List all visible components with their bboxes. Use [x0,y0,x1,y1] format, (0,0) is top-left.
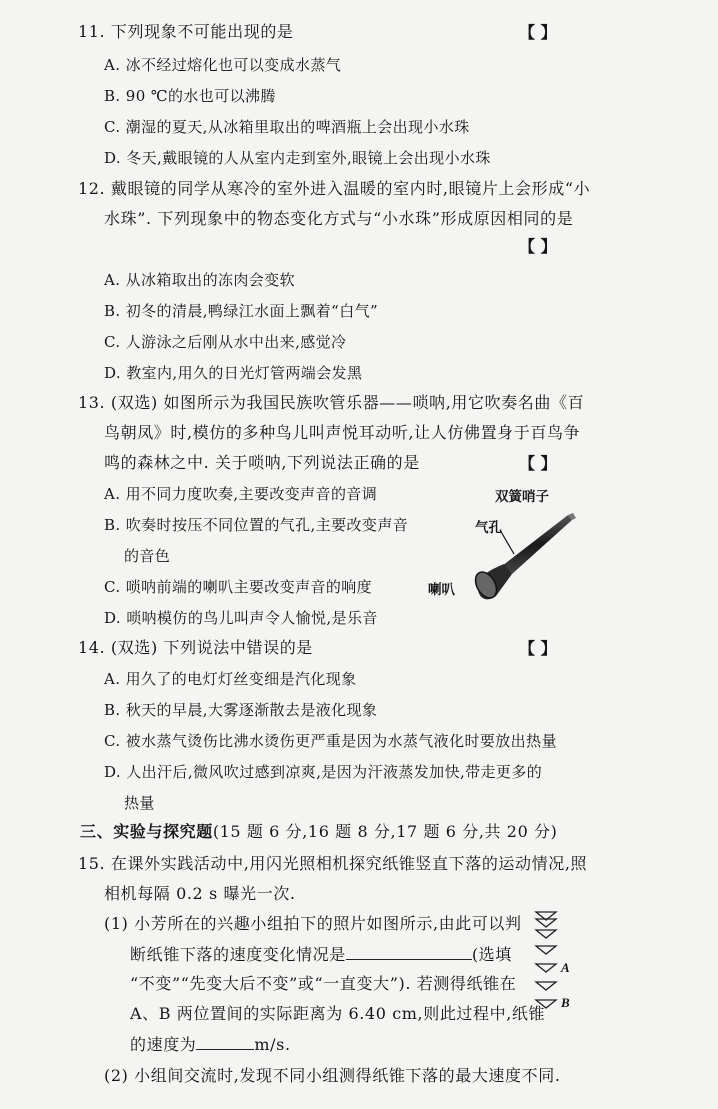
q11-stem: 11. 下列现象不可能出现的是 [78,22,294,41]
q13-stem-line3: 鸣的森林之中. 关于唢呐,下列说法正确的是 [104,453,420,472]
q14-answer-bracket: 【 】 [519,639,557,658]
cone-image-4 [536,946,556,954]
q13-answer-bracket: 【 】 [519,454,557,473]
cone-image-6 [536,982,556,990]
q12-stem-line2: 水珠”. 下列现象中的物态变化方式与“小水珠”形成原因相同的是 [104,209,574,228]
q13-stem-line2: 鸟朝凤》时,模仿的多种鸟儿叫声悦耳动听,让人仿佛置身于百鸟争 [104,423,581,442]
paper-cone-strobe-figure [532,906,560,1016]
suona-holes-label: 气孔 [475,520,502,536]
q12-stem-line1: 12. 戴眼镜的同学从寒冷的室外进入温暖的室内时,眼镜片上会形成“小 [78,179,591,198]
cone-image-7-b [536,1000,556,1008]
cone-image-5-a [536,964,556,972]
q13-stem-line1: 13. (双选) 如图所示为我国民族吹管乐器——唢呐,用它吹奏名曲《百 [78,393,585,412]
q15-part1-line5-text: 的速度为 [130,1035,197,1054]
q11-option-b: B. 90 ℃的水也可以沸腾 [104,87,276,105]
q11-option-c: C. 潮湿的夏天,从冰箱里取出的啤酒瓶上会出现小水珠 [104,118,470,136]
q15-speed-change-blank[interactable] [346,944,472,960]
q13-option-c: C. 唢呐前端的喇叭主要改变声音的响度 [104,578,373,596]
q15-part1-line5 [130,1034,291,1055]
q15-stem-line2: 相机每隔 0.2 s 曝光一次. [104,884,296,903]
q15-part1-line2-text: 断纸锥下落的速度变化情况是 [130,945,346,964]
q13-option-d: D. 唢呐模仿的鸟儿叫声令人愉悦,是乐音 [104,609,378,627]
suona-reed-label: 双簧哨子 [495,489,549,505]
q11-answer-bracket: 【 】 [519,23,557,42]
q14-option-a: A. 用久了的电灯灯丝变细是汽化现象 [104,670,357,688]
q12-option-a: A. 从冰箱取出的冻肉会变软 [104,271,295,289]
q15-part2-line1: (2) 小组间交流时,发现不同小组测得纸锥下落的最大速度不同. [104,1066,561,1085]
q15-part1-line1: (1) 小芳所在的兴趣小组拍下的照片如图所示,由此可以判 [104,914,522,933]
q13-option-b: B. 吹奏时按压不同位置的气孔,主要改变声音 [104,516,409,534]
holes-leader-line [500,530,514,554]
section3-title: 三、实验与探究题 [80,822,213,841]
q15-part1-line2 [130,944,512,965]
cone-label-a: A [561,960,570,975]
q15-part1-line2-tail: (选填 [471,945,512,964]
q11-option-d: D. 冬天,戴眼镜的人从室内走到室外,眼镜上会出现小水珠 [104,149,491,167]
q14-option-c: C. 被水蒸气烫伤比沸水烫伤更严重是因为水蒸气液化时要放出热量 [104,732,557,750]
q14-option-d-cont: 热量 [124,794,155,812]
suona-bell-label: 喇叭 [428,582,455,598]
q15-part1-line3: “不变”“先变大后不变”或“一直变大”). 若测得纸锥在 [130,974,517,993]
q15-stem-line1: 15. 在课外实践活动中,用闪光照相机探究纸锥竖直下落的运动情况,照 [78,854,588,873]
q15-part1-line4: A、B 两位置间的实际距离为 6.40 cm,则此过程中,纸锥 [130,1004,546,1023]
section3-score-note: (15 题 6 分,16 题 8 分,17 题 6 分,共 20 分) [212,822,558,841]
q14-option-d: D. 人出汗后,微风吹过感到凉爽,是因为汗液蒸发加快,带走更多的 [104,763,543,781]
q12-option-c: C. 人游泳之后刚从水中出来,感觉冷 [104,333,347,351]
q13-option-a: A. 用不同力度吹奏,主要改变声音的音调 [104,485,378,503]
cone-label-b: B [561,995,570,1010]
q12-option-d: D. 教室内,用久的日光灯管两端会发黑 [104,364,363,382]
q15-velocity-unit: m/s. [254,1035,291,1054]
q14-stem: 14. (双选) 下列说法中错误的是 [78,638,313,657]
q13-option-b-cont: 的音色 [124,547,171,565]
q14-option-b: B. 秋天的早晨,大雾逐渐散去是液化现象 [104,701,378,719]
q11-option-a: A. 冰不经过熔化也可以变成水蒸气 [104,56,342,74]
suona-body [502,515,572,574]
q12-option-b: B. 初冬的清晨,鸭绿江水面上飘着“白气” [104,302,379,320]
q15-velocity-blank[interactable] [196,1034,254,1050]
section3-heading [80,822,557,842]
cone-image-3 [536,930,556,938]
q12-answer-bracket: 【 】 [519,237,557,256]
